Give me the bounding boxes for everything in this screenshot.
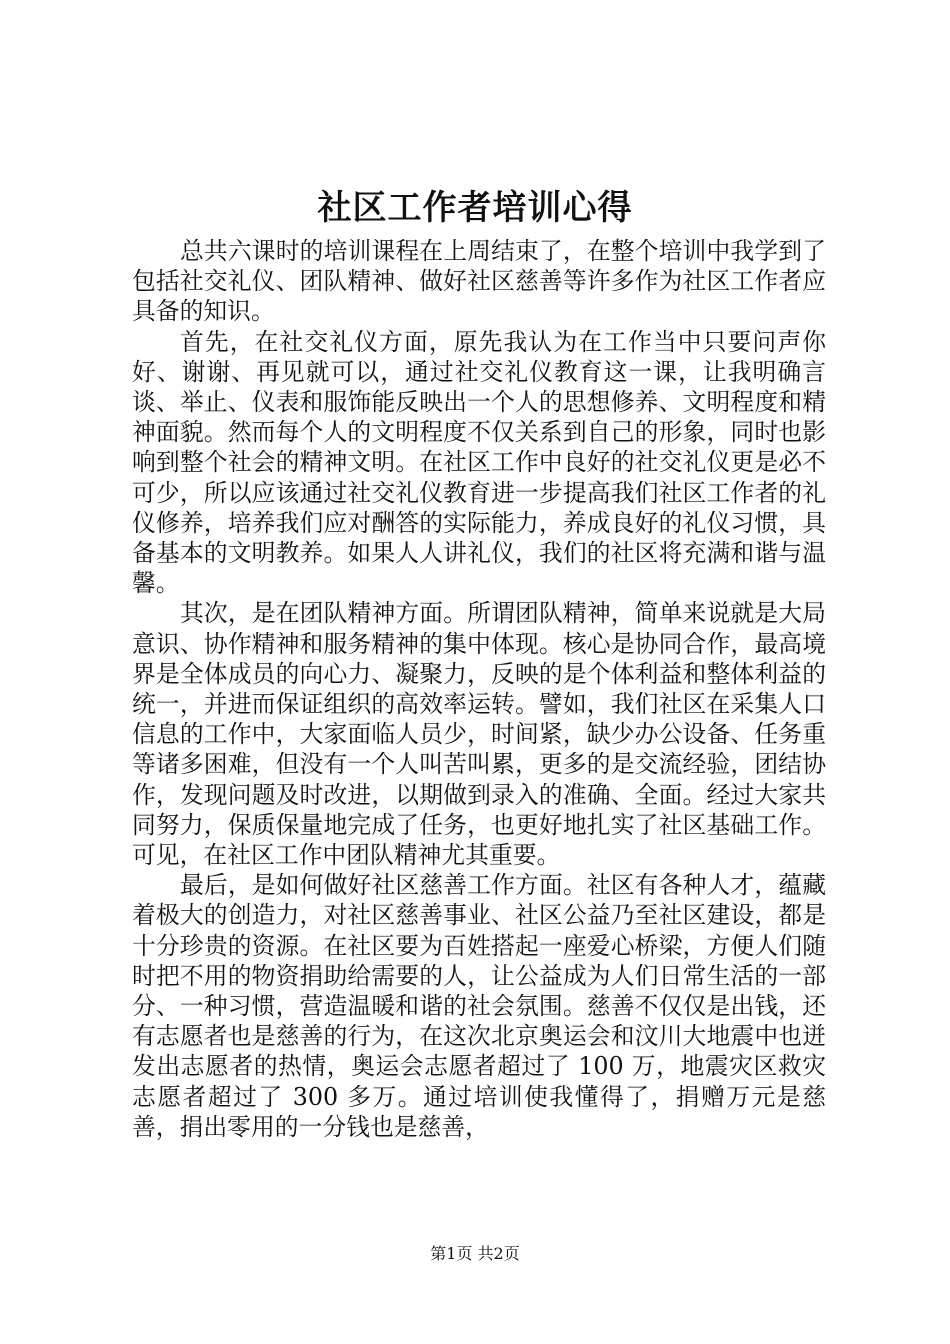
paragraph-etiquette: 首先，在社交礼仪方面，原先我认为在工作当中只要问声你好、谢谢、再见就可以，通过社交礼仪教育这一课，让我明确言谈、举止、仪表和服饰能反映出一个人的思想修养、文明程度和精神面貌。然而每个人的文明程度不仅关系到自己的形象，同时也影响到整个社会的精神文明。在社区工作中良好的社交礼仪更是必不可少，所以应该通过社交礼仪教育进一步提高我们社区工作者的礼仪修养，培养我们应对酬答的实际能力，养成良好的礼仪习惯，具备基本的文明教养。如果人人讲礼仪，我们的社区将充满和谐与温馨。 <box>132 327 826 598</box>
paragraph-teamwork: 其次，是在团队精神方面。所谓团队精神，简单来说就是大局意识、协作精神和服务精神的集中体现。核心是协同合作，最高境界是全体成员的向心力、凝聚力，反映的是个体利益和整体利益的统一，并进而保证组织的高效率运转。譬如，我们社区在采集人口信息的工作中，大家面临人员少，时间紧，缺少办公设备、任务重等诸多困难，但没有一个人叫苦叫累，更多的是交流经验，团结协作，发现问题及时改进，以期做到录入的准确、全面。经过大家共同努力，保质保量地完成了任务，也更好地扎实了社区基础工作。可见，在社区工作中团队精神尤其重要。 <box>132 599 826 870</box>
document-body <box>132 236 826 1142</box>
paragraph-intro: 总共六课时的培训课程在上周结束了，在整个培训中我学到了包括社交礼仪、团队精神、做好社区慈善等许多作为社区工作者应具备的知识。 <box>132 237 826 326</box>
paragraph-charity: 最后，是如何做好社区慈善工作方面。社区有各种人才，蕴藏着极大的创造力，对社区慈善事业、社区公益乃至社区建设，都是十分珍贵的资源。在社区要为百姓搭起一座爱心桥梁，方便人们随时把不用的物资捐助给需要的人，让公益成为人们日常生活的一部分、一种习惯，营造温暖和谐的社会氛围。慈善不仅仅是出钱，还有志愿者也是慈善的行为，在这次北京奥运会和汶川大地震中也迸发出志愿者的热情，奥运会志愿者超过了 100 万，地震灾区救灾志愿者超过了 300 多万。通过培训使我懂得了，捐赠万元是慈善，捐出零用的一分钱也是慈善， <box>132 871 826 1141</box>
page-footer: 第1页 共2页 <box>430 1244 520 1263</box>
document-title: 社区工作者培训心得 <box>317 188 633 228</box>
